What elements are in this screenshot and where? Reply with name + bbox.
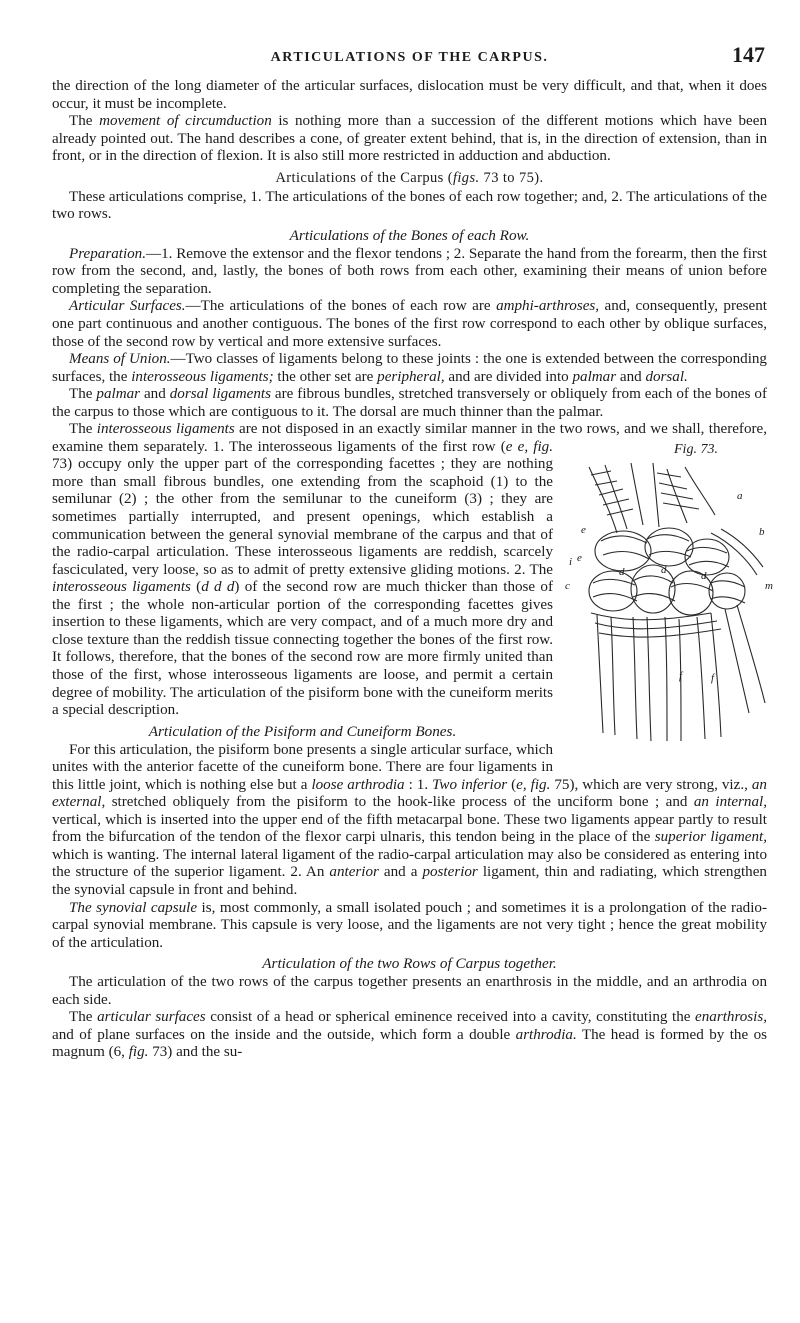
subheading-bones-each-row: Articulations of the Bones of each Row. xyxy=(289,226,530,244)
section-heading-carpus: Articulations of the Carpus (figs. 73 to 75). xyxy=(275,169,544,186)
figure-letter-e2: e xyxy=(577,551,582,564)
paragraph-synovial-capsule: The synovial capsule is, most commonly, a small isolated pouch ; and sometimes it is a prolongation of the radio-carpal synovial membrane. This capsule is very loose, and the ligaments are not very tight ; hence the great mobility of the articulation. xyxy=(52,899,767,951)
figure-letter-c: c xyxy=(565,579,570,592)
paragraph-pisiform: For this articulation, the pisiform bone presents a single articular surface, which unites with the anterior facette of the cuneiform bone. There are four ligaments in this little joint, which is nothing else but a loose arthrodia : 1. Two inferior (e, fig. 75), which are very strong, viz., an external, stretched obliquely from the pisiform to the hook-like process of the unciform bone ; and an internal, vertical, which is inserted into the upper end of the fifth metacarpal bone. These two ligaments appear partly to result from the bifurcation of the tendon of the flexor carpi ulnaris, this tendon being in the place of the superior ligament, which is wanting. The internal lateral ligament of the radio-carpal articulation may also be considered as entering into the structure of the superior ligament. 2. An anterior and a posterior ligament, thin and radiating, which strengthen the synovial capsule in front and behind. xyxy=(52,741,767,898)
figure-label: Fig. 73. xyxy=(674,441,718,457)
subheading-two-rows: Articulation of the two Rows of Carpus together. xyxy=(262,955,557,973)
paragraph-preparation: Preparation.—1. Remove the extensor and the flexor tendons ; 2. Separate the hand from the forearm, then the first row from the second, and, lastly, the bones of both rows from each other, examining their means of union before completing the separation. xyxy=(52,245,767,297)
figure-letter-f1: f xyxy=(711,671,715,684)
paragraph-interosseous: The interosseous ligaments are not disposed in an exactly similar manner in the two rows, and we shall, therefore, examine them separately. 1. The interosseous ligaments of the first row ( Fig. 73. a b c d d d e e f f i m e e, fig. 73) occupy only the upper part of the corresponding facettes ; they are nothing more than small fibrous bundles, one extending from the scaphoid (1) to the semilunar (2) ; the other from the semilunar to the cuneiform (3) ; they are sometimes partially interrupted, and present openings, which establish a communication between the general synovial membrane of the carpus and that of the radio-carpal articulation. These interosseous ligaments are reddish, scarcely fasciculated, very loose, so as to admit of pretty extensive gliding motions. 2. The interosseous ligaments (d d d) of the second row are much thicker than those of the first ; the whole non-articular portion of the corresponding facettes gives insertion to these ligaments, which are very compact, and of a much more dry and close texture than the reddish tissue connecting together the bones of the first row. It follows, therefore, that the bones of the second row are more firmly united than those of the first, whose interosseous ligaments are loose, and permit a certain degree of mobility. The articulation of the pisiform bone with the cuneiform merits a special description. xyxy=(52,421,767,719)
paragraph-articular-surfaces-rows: The articular surfaces consist of a head or spherical eminence received into a cavity, constituting the enarthrosis, and of plane surfaces on the inside and the outside, which form a double arthrodia. The head is formed by the os magnum (6, fig. 73) and the su- xyxy=(52,1009,768,1061)
paragraph-circumduction: The movement of circumduction is nothing more than a succession of the different motions which have been already pointed out. The hand describes a cone, of greater extent behind, that is, in the direction of extension, than in front, or in the direction of flexion. It is also still more restricted in adduction and abduction. xyxy=(52,113,767,165)
carpus-ligament-illustration xyxy=(561,463,771,763)
paragraph-dislocation: the direction of the long diameter of the articular surfaces, dislocation must be very difficult, and that, when it does occur, it must be incomplete. xyxy=(52,78,767,112)
running-title: ARTICULATIONS OF THE CARPUS. xyxy=(270,50,549,65)
paragraph-means-of-union: Means of Union.—Two classes of ligaments belong to these joints : the one is extended between the corresponding surfaces, the interosseous ligaments; the other set are peripheral, and are divided into palmar and dorsal. xyxy=(52,351,767,385)
book-page xyxy=(52,38,773,1062)
paragraph-articulations-comprise: These articulations comprise, 1. The articulations of the bones of each row together; and, 2. The articulations of the two rows. xyxy=(52,188,767,223)
subheading-pisiform-cuneiform: Articulation of the Pisiform and Cuneiform Bones. xyxy=(148,722,457,740)
figure-letter-m: m xyxy=(765,579,773,592)
figure-letter-b: b xyxy=(759,525,765,538)
figure-letter-d2: d xyxy=(661,563,667,576)
term-circumduction: movement of circumduction xyxy=(99,113,272,130)
figure-73 xyxy=(561,441,771,771)
paragraph-two-rows: The articulation of the two rows of the carpus together presents an enarthrosis in the middle, and an arthrodia on each side. xyxy=(52,974,767,1008)
page-header xyxy=(52,38,767,78)
figure-letter-f2: f xyxy=(679,669,683,682)
term-preparation: Preparation. xyxy=(69,245,147,262)
page-number: 147 xyxy=(732,42,765,67)
paragraph-palmar-dorsal: The palmar and dorsal ligaments are fibrous bundles, stretched transversely or obliquely from each of the bones of the carpus to those which are contiguous to it. The dorsal are much thinner than the palmar. xyxy=(52,386,767,420)
paragraph-articular-surfaces: Articular Surfaces.—The articulations of the bones of each row are amphi-arthroses, and, consequently, present one part continuous and another contiguous. The bones of the first row correspond to each other by oblique surfaces, those of the second row by vertical and more extensive surfaces. xyxy=(52,298,767,350)
figure-letter-a: a xyxy=(737,489,743,502)
figure-letter-e1: e xyxy=(581,523,586,536)
figure-letter-i: i xyxy=(569,555,573,568)
figure-letter-d3: d xyxy=(701,569,707,582)
figure-letter-d1: d xyxy=(619,565,625,578)
